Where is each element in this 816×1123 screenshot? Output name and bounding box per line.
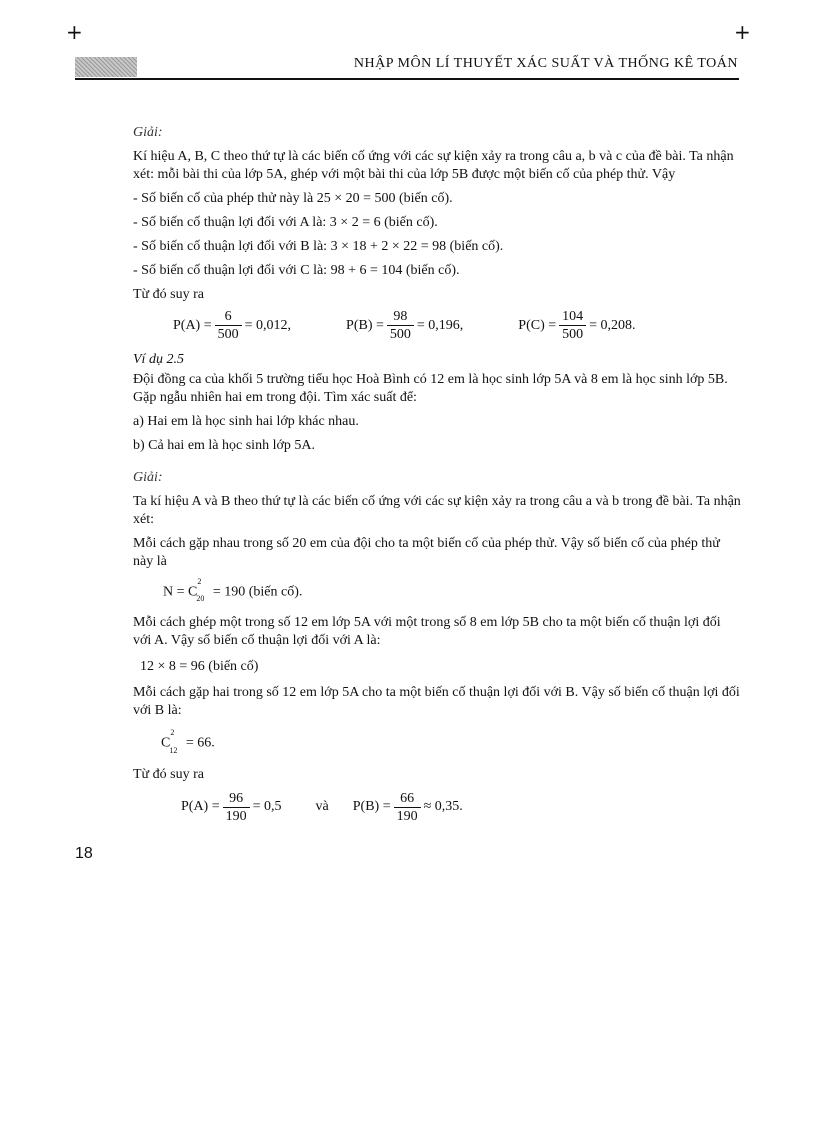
crop-mark-right: +: [734, 20, 751, 44]
solution-paragraph: Mỗi cách ghép một trong số 12 em lớp 5A với một trong số 8 em lớp 5B cho ta một biến cố thuận lợi đối với A. Vậy số biến cố thuận lợi đối với A là:: [133, 615, 721, 649]
formula-label: P(C) =: [518, 317, 557, 333]
example-item-b: b) Cả hai em là học sinh lớp 5A.: [133, 438, 315, 453]
numerator: 98: [387, 308, 414, 326]
solution-paragraph: Ta kí hiệu A và B theo thứ tự là các biến cố ứng với các sự kiện xảy ra trong câu a và b trong đề bài. Ta nhận xét:: [133, 494, 741, 527]
formula-pa: [173, 308, 291, 343]
formula-result: = 0,5: [252, 799, 282, 815]
combination-expr: [163, 579, 209, 606]
formula-label: P(A) =: [181, 799, 220, 815]
solution-line: - Số biến cố thuận lợi đối với B là: 3 × 18 + 2 × 22 = 98 (biến cố).: [133, 239, 504, 254]
solution-paragraph: Mỗi cách gặp hai trong số 12 em lớp 5A cho ta một biến cố thuận lợi đối với B. Vậy số biến cố thuận lợi đối với B là:: [133, 685, 740, 719]
formula-result: = 0,012,: [244, 317, 292, 333]
formula-lhs: C: [161, 736, 171, 752]
denominator: 500: [217, 327, 239, 342]
page-number: 18: [75, 845, 93, 862]
example-heading: Ví dụ 2.5: [133, 352, 184, 367]
denominator: 190: [225, 808, 247, 824]
fraction: [215, 308, 242, 343]
solution-line: - Số biến cố của phép thử này là 25 × 20 = 500 (biến cố).: [133, 191, 453, 206]
conclusion-text: Từ đó suy ra: [133, 766, 204, 782]
formula-pb: [353, 790, 463, 825]
numerator: 66: [394, 790, 421, 808]
formula-result: ≈ 0,35.: [423, 799, 463, 815]
numerator: 6: [215, 308, 242, 326]
header-title: NHẬP MÔN LÍ THUYẾT XÁC SUẤT VÀ THỐNG KÊ TOÁN: [353, 56, 738, 71]
solution-heading: Giải:: [133, 470, 163, 485]
formula-b: [161, 730, 741, 757]
probability-formulas: [181, 790, 741, 825]
fraction: [559, 308, 586, 343]
numerator: 96: [223, 790, 250, 808]
formula-label: P(B) =: [346, 317, 384, 333]
comb-sup: 2: [197, 577, 202, 586]
solution-line: - Số biến cố thuận lợi đối với A là: 3 × 2 = 6 (biến cố).: [133, 215, 438, 230]
comb-sub: 20: [196, 594, 205, 604]
formula-result: = 0,208.: [589, 317, 636, 333]
fraction: [394, 790, 421, 825]
header-rule: [75, 78, 739, 80]
formula-pb: [346, 308, 463, 343]
comb-sub: 12: [169, 745, 178, 755]
comb-sup: 2: [170, 728, 175, 738]
page-content: [133, 124, 741, 825]
formula-rhs: = 66.: [182, 736, 215, 752]
formula-a: 12 × 8 = 96 (biến cố): [140, 659, 259, 675]
formula-pc: [518, 308, 635, 343]
formula-rhs: = 190 (biến cố).: [209, 584, 303, 600]
example-paragraph: Đội đồng ca của khối 5 trường tiểu học Hoà Bình có 12 em là học sinh lớp 5A và 8 em là học sinh lớp 5B. Gặp ngẫu nhiên hai em trong đội. Tìm xác suất để:: [133, 372, 728, 405]
probability-formulas: [173, 308, 741, 343]
conclusion-text: Từ đó suy ra: [133, 287, 204, 302]
formula-label: P(B) =: [352, 799, 391, 815]
denominator: 500: [389, 327, 411, 342]
denominator: 500: [562, 327, 584, 342]
crop-mark-left: +: [66, 20, 83, 44]
formula-result: = 0,196,: [416, 317, 464, 333]
numerator: 104: [559, 308, 586, 326]
solution-heading: Giải:: [133, 125, 163, 140]
solution-paragraph: Mỗi cách gặp nhau trong số 20 em của đội cho ta một biến cố của phép thử. Vậy số biến cố của phép thử này là: [133, 536, 720, 569]
connector-text: và: [315, 799, 329, 815]
formula-pa: [181, 790, 282, 825]
header-decoration: [75, 57, 137, 77]
formula-n: [163, 579, 741, 606]
formula-label: P(A) =: [173, 317, 212, 333]
combination-expr: [161, 730, 182, 757]
fraction: [387, 308, 414, 343]
solution-paragraph: Kí hiệu A, B, C theo thứ tự là các biến cố ứng với các sự kiện xảy ra trong câu a, b và c của đề bài. Ta nhận xét: mỗi bài thi của lớp 5A, ghép với một bài thi của lớp 5B được một biến cố của phép thử. Vậy: [133, 149, 734, 182]
solution-line: - Số biến cố thuận lợi đối với C là: 98 + 6 = 104 (biến cố).: [133, 263, 460, 278]
formula-lhs: N = C: [163, 584, 198, 600]
denominator: 190: [396, 808, 418, 824]
example-item-a: a) Hai em là học sinh hai lớp khác nhau.: [133, 414, 359, 429]
fraction: [223, 790, 250, 825]
